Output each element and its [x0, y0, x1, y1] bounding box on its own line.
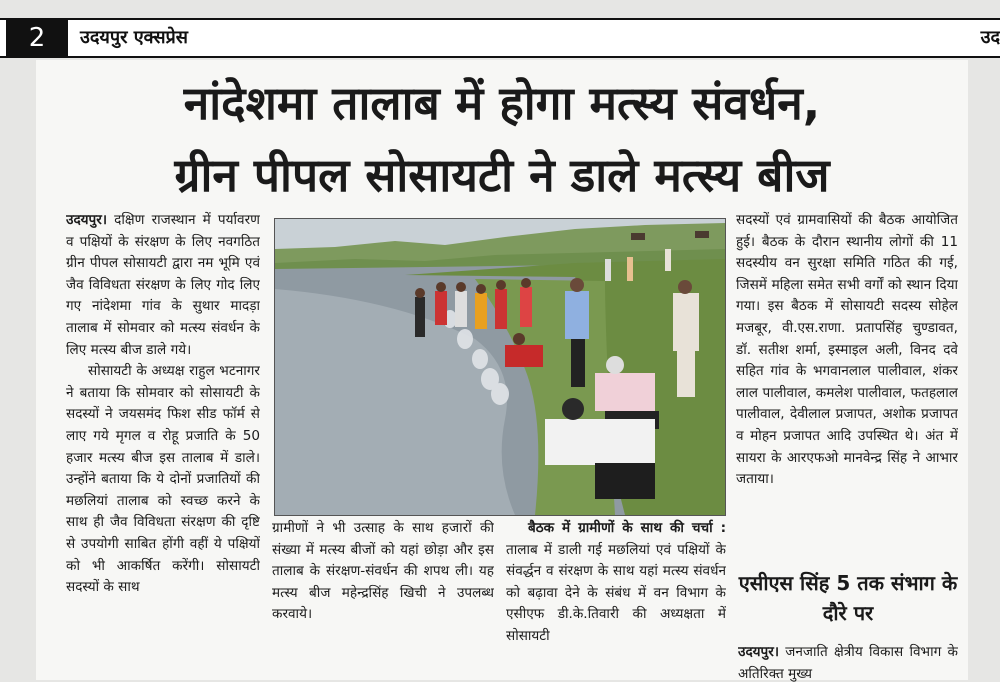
newspaper-name-right: उद [980, 27, 1000, 48]
subhead-meeting: बैठक में ग्रामीणों के साथ की चर्चा : [528, 520, 726, 536]
column-4-text: सदस्यों एवं ग्रामवासियों की बैठक आयोजित हुई। बैठक के दौरान स्थानीय लोगों की 11 सदस्यीय वन सुरक्षा समिति गठित की गई, जिसमें महिला समेत सभी वर्गों को स्थान दिया गया। इस बैठक में सोसायटी सदस्य सोहेल मजबूर, वी.एस.राणा. प्रतापसिंह चुण्डावत, डॉ. सतीश शर्मा, इस्माइल अली, विनद दवे सहित गांव के भगवानलाल पालीवाल, शंकर लाल पालीवाल, कमलेश पालीवाल, फतहलाल पालीवाल, देवीलाल प्रजापत, अशोक प्रजापत व मोहन प्रजापत आदि उपस्थित थे। अंत में सायरा के आरएफओ मानवेन्द्र सिंह ने आभार जताया। [736, 212, 958, 488]
column-3-text: तालाब में डाली गई मछलियां एवं पक्षियों के संवर्द्धन व संरक्षण के साथ यहां मत्स्य संवर्धन को बढ़ावा देने के संबंध में वन विभाग के एसीएफ डी.के.तिवारी की अध्यक्षता में सोसायटी [506, 541, 726, 644]
headline-line-1: नांदेशमा तालाब में होगा मत्स्य संवर्धन, [183, 76, 821, 130]
article-column-1 [66, 210, 260, 680]
brief-dateline: उदयपुर। [738, 644, 779, 660]
article-paragraph-2: सोसायटी के अध्यक्ष राहुल भटनागर ने बताया कि सोमवार को सोसायटी के सदस्यों ने जयसमंद फिश सीड फॉर्म से लाए गये मृगल व रोहू प्रजाति के 50 हजार मत्स्य बीज इस तालाब में डाले। उन्होंने बताया कि ये दोनों प्रजातियों की मछलियां तालाब को स्वच्छ करने के साथ ही जैव विविधता संरक्षण की दृष्टि से उपयोगी साबित होंगी वहीं ये पक्षियों को भी आकर्षित करेंगी। सोसायटी सदस्यों के साथ [66, 363, 260, 596]
page-number: 2 [6, 20, 68, 56]
article-paragraph-1 [66, 210, 260, 361]
headline-line-2: ग्रीन पीपल सोसायटी ने डाले मत्स्य बीज [174, 148, 830, 202]
brief-headline: एसीएस सिंह 5 तक संभाग के दौरे पर [738, 571, 958, 625]
column-3-paragraph [506, 518, 726, 648]
news-photo-fish-seed-release [274, 218, 726, 516]
masthead [0, 18, 1000, 58]
newspaper-name: उदयपुर एक्सप्रेस [80, 27, 188, 48]
column-2-text: ग्रामीणों ने भी उत्साह के साथ हजारों की संख्या में मत्स्य बीजों को यहां छोड़ा और इस तालाब के संरक्षण-संवर्धन की शपथ ली। यह मत्स्य बीज महेन्द्रसिंह खिची ने उपलब्ध करवाये। [272, 520, 494, 623]
article-column-4 [736, 210, 958, 548]
article-column-2 [272, 518, 494, 680]
newspaper-page [36, 60, 968, 680]
paragraph-1-text: दक्षिण राजस्थान में पर्यावरण व पक्षियों के संरक्षण के लिए नवगठित ग्रीन पीपल सोसायटी द्वारा नम भूमि एवं जैव विविधता संरक्षण के लिए गोद लिए गए नांदेशमा गांव के सुथार मादड़ा तालाब में सोमवार को मत्स्य संवर्धन के लिए मत्स्य बीज डाले गये। [66, 212, 260, 358]
dateline: उदयपुर। [66, 212, 107, 228]
article-column-3 [506, 518, 726, 680]
brief-text: जनजाति क्षेत्रीय विकास विभाग के अतिरिक्त मुख्य [738, 644, 958, 682]
brief-text-block [738, 642, 958, 682]
photo-illustration [275, 219, 725, 515]
